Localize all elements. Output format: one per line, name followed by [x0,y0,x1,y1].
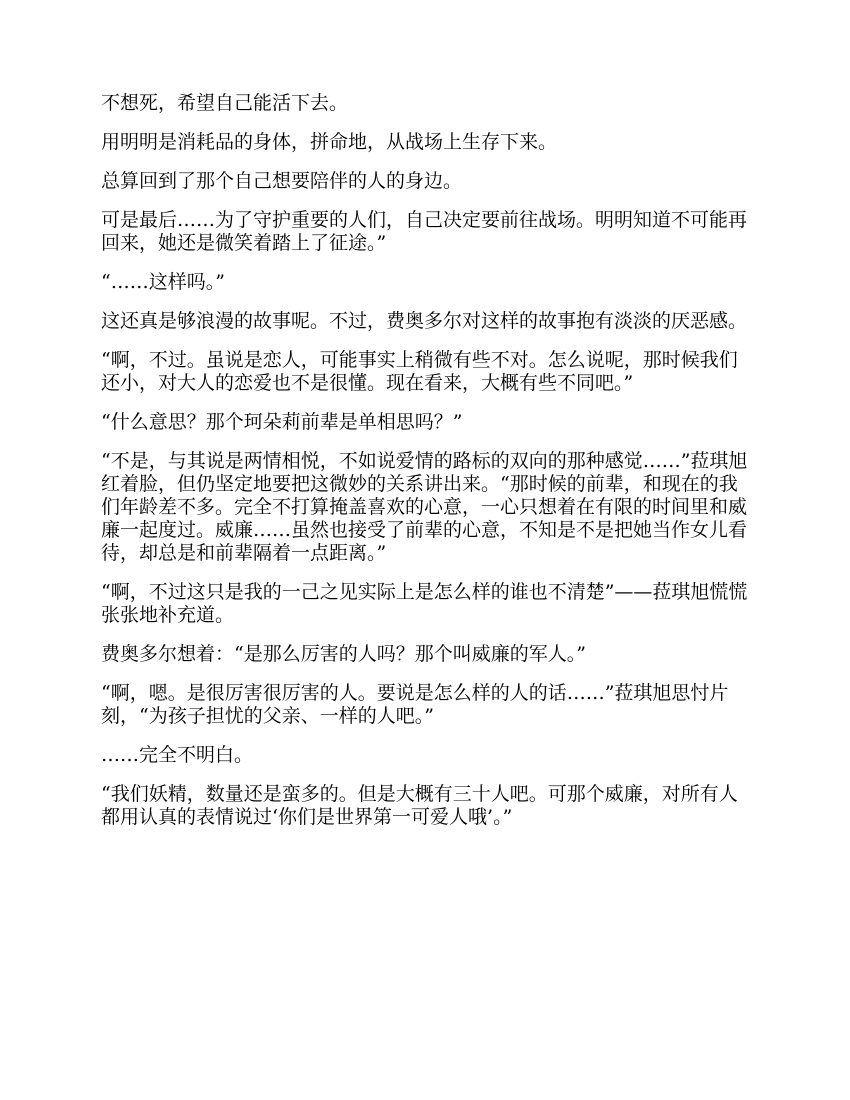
paragraph-11: 费奥多尔想着：“是那么厉害的人吗？那个叫威廉的军人。” [101,643,586,665]
paragraph-9: “不是，与其说是两情相悦，不如说爱情的路标的双向的那种感觉……”菈琪旭红着脸，但仍坚定地要把这微妙的关系讲出来。“那时候的前辈，和现在的我们年龄差不多。完全不打算掩盖喜欢的心意，一心只想着在有限的时间里和威廉一起度过。威廉……虽然也接受了前辈的心意，不知是不是把她当作女儿看待，却总是和前辈隔着一点距离。” [101,450,748,564]
paragraph-4: 可是最后……为了守护重要的人们，自己决定要前往战场。明明知道不可能再回来，她还是微笑着踏上了征途。” [101,209,748,254]
paragraph-13: ……完全不明白。 [101,744,254,766]
paragraph-8: “什么意思？那个珂朵莉前辈是单相思吗？” [101,411,463,433]
paragraph-1: 不想死，希望自己能活下去。 [101,92,349,114]
paragraph-14: “我们妖精，数量还是蛮多的。但是大概有三十人吧。可那个威廉，对所有人都用认真的表情说过‘你们是世界第一可爱人哦’。” [101,783,738,828]
paragraph-5: “……这样吗。” [101,271,225,293]
paragraph-10: “啊，不过这只是我的一己之见实际上是怎么样的谁也不清楚”——菈琪旭慌慌张张地补充道。 [101,581,748,626]
paragraph-6: 这还真是够浪漫的故事呢。不过，费奥多尔对这样的故事抱有淡淡的厌恶感。 [101,310,748,332]
paragraph-12: “啊，嗯。是很厉害很厉害的人。要说是怎么样的人的话……”菈琪旭思忖片刻，“为孩子担忧的父亲、一样的人吧。” [101,682,729,727]
paragraph-3: 总算回到了那个自己想要陪伴的人的身边。 [101,170,463,192]
paragraph-7: “啊，不过。虽说是恋人，可能事实上稍微有些不对。怎么说呢，那时候我们还小，对大人的恋爱也不是很懂。现在看来，大概有些不同吧。” [101,349,738,394]
paragraph-2: 用明明是消耗品的身体，拼命地，从战场上生存下来。 [101,131,558,153]
document-body [101,92,751,845]
